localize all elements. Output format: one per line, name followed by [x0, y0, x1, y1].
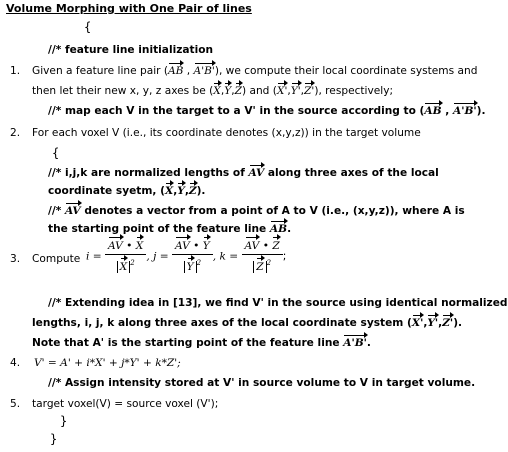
- step2-comment1-d: ).: [196, 185, 206, 197]
- vector-Y: Y: [224, 85, 232, 97]
- formula-k-label: , k =: [212, 250, 239, 263]
- step3-comment1: //* Extending idea in [13], we find V' in the source using identical normalized: [48, 297, 508, 309]
- step3-comment3: [32, 336, 371, 350]
- step3-comment3-a: Note that A' is the starting point of the feature line: [32, 337, 344, 349]
- vector-AV: AV: [248, 167, 265, 179]
- vector-AB: AB: [168, 65, 184, 77]
- frac-j-AV: AV: [174, 240, 190, 252]
- frac-j-square: 2: [196, 259, 202, 267]
- frac-i-square: 2: [130, 259, 135, 267]
- step1-comment: //* map each V in the target to a V' in the source according to (AB , A'B').: [48, 105, 486, 117]
- fraction-i: [105, 238, 146, 275]
- vector-ApBp-3: A'B': [343, 337, 367, 349]
- step1-line1: [32, 64, 477, 78]
- step2-comment1-b: along three axes of the local: [264, 167, 439, 179]
- frac-k-Z: Z: [272, 240, 280, 252]
- vector-ApBp: A'B': [193, 65, 215, 77]
- step2-line: For each voxel V (i.e., its coordinate denotes (x,y,z)) in the target volume: [32, 127, 421, 139]
- step3-number: 3.: [10, 253, 21, 265]
- vector-Zp: Z': [304, 85, 315, 97]
- step3-comment3-b: .: [366, 337, 371, 349]
- step3-comment2: lengths, i, j, k along three axes of the local coordinate system (X',Y',Z').: [32, 317, 463, 329]
- frac-i-dot: •: [126, 240, 133, 252]
- step2-comment2-d: .: [287, 223, 292, 235]
- vector-X: X: [213, 85, 221, 97]
- step2-open-brace: {: [52, 146, 60, 160]
- vector-AV-2: AV: [64, 205, 81, 217]
- title-text: Volume Morphing with One Pair of lines: [6, 2, 252, 15]
- vector-ApBp-2: A'B': [453, 105, 477, 117]
- formula-end: ;: [282, 250, 287, 263]
- step5-number: 5.: [10, 398, 21, 410]
- frac-k-square: 2: [266, 259, 272, 267]
- step1-text-d: ) and (: [241, 85, 277, 97]
- step1-comment-end: ).: [476, 105, 486, 117]
- formula-j-label: , j =: [146, 250, 169, 263]
- step1-text-a: Given a feature line pair (: [32, 65, 168, 77]
- step3-formula: [86, 238, 286, 275]
- vector-Z-2: Z: [188, 185, 197, 197]
- step1-text-c: then let their new x, y, z axes be (: [32, 85, 214, 97]
- step1-text-b: ), we compute their local coordinate systems and: [214, 65, 478, 77]
- step2-comment2-cont: [48, 222, 291, 236]
- vector-AB-2: AB: [424, 105, 442, 117]
- vector-Xp-2: X': [411, 317, 424, 329]
- formula-i-label: i =: [86, 250, 102, 263]
- vector-Yp: Y': [290, 85, 301, 97]
- vector-Zp-2: Z': [442, 317, 454, 329]
- frac-i-X: X: [135, 240, 144, 252]
- open-brace: {: [84, 20, 92, 34]
- vector-Xp: X': [276, 85, 288, 97]
- frac-k-norm-Z: Z: [256, 260, 264, 273]
- step3-comment2-a: lengths, i, j, k along three axes of the local coordinate system (: [32, 317, 412, 329]
- vector-Yp-2: Y': [427, 317, 439, 329]
- step2-comment2: [48, 204, 465, 218]
- step5-close-brace-inner: }: [60, 414, 68, 428]
- step1-comma: ,: [183, 65, 194, 77]
- step2-number: 2.: [10, 127, 21, 139]
- step2-comment2-c: the starting point of the feature line: [48, 223, 270, 235]
- vector-Z: Z: [234, 85, 242, 97]
- step2-comment1-c: coordinate syetm, (: [48, 185, 165, 197]
- step5-line: target voxel(V) = source voxel (V');: [32, 398, 219, 410]
- vector-Y-2: Y: [177, 185, 185, 197]
- step1-text-e: ), respectively;: [314, 85, 394, 97]
- fraction-j: [172, 238, 213, 275]
- frac-j-dot: •: [193, 240, 200, 252]
- step4-comment: //* Assign intensity stored at V' in source volume to V in target volume.: [48, 377, 476, 389]
- frac-k-dot: •: [262, 240, 269, 252]
- vector-X-2: X: [164, 185, 174, 197]
- step2-comment2-a: //*: [48, 205, 65, 217]
- step3-comment2-b: ).: [453, 317, 463, 329]
- vector-AB-3: AB: [269, 223, 288, 235]
- step2-comment2-b: denotes a vector from a point of A to V (i.e., (x,y,z)), where A is: [80, 205, 465, 217]
- step2-comment1: [48, 166, 439, 180]
- step5-close-brace-outer: }: [50, 432, 58, 446]
- step4-equation: V' = A' + i*X' + j*Y' + k*Z';: [34, 357, 181, 369]
- frac-j-norm-Y: Y: [186, 260, 194, 273]
- step1-line2: then let their new x, y, z axes be (X,Y,Z) and (X',Y',Z'), respectively;: [32, 85, 394, 97]
- frac-i-norm-X: X: [119, 260, 128, 273]
- frac-k-AV: AV: [244, 240, 260, 252]
- step2-comment1-cont: coordinate syetm, (X,Y,Z).: [48, 185, 206, 197]
- frac-j-Y: Y: [202, 240, 210, 252]
- step1-number: 1.: [10, 65, 21, 77]
- step2-comment1-a: //* i,j,k are normalized lengths of: [48, 167, 249, 179]
- step1-comment-text: //* map each V in the target to a V' in the source according to (: [48, 105, 425, 117]
- comment-feature-init: //* feature line initialization: [48, 44, 214, 56]
- fraction-k: [242, 238, 283, 275]
- frac-i-AV: AV: [108, 240, 123, 252]
- document-title: [6, 2, 252, 16]
- step3-compute: Compute: [32, 253, 81, 265]
- step4-number: 4.: [10, 357, 21, 369]
